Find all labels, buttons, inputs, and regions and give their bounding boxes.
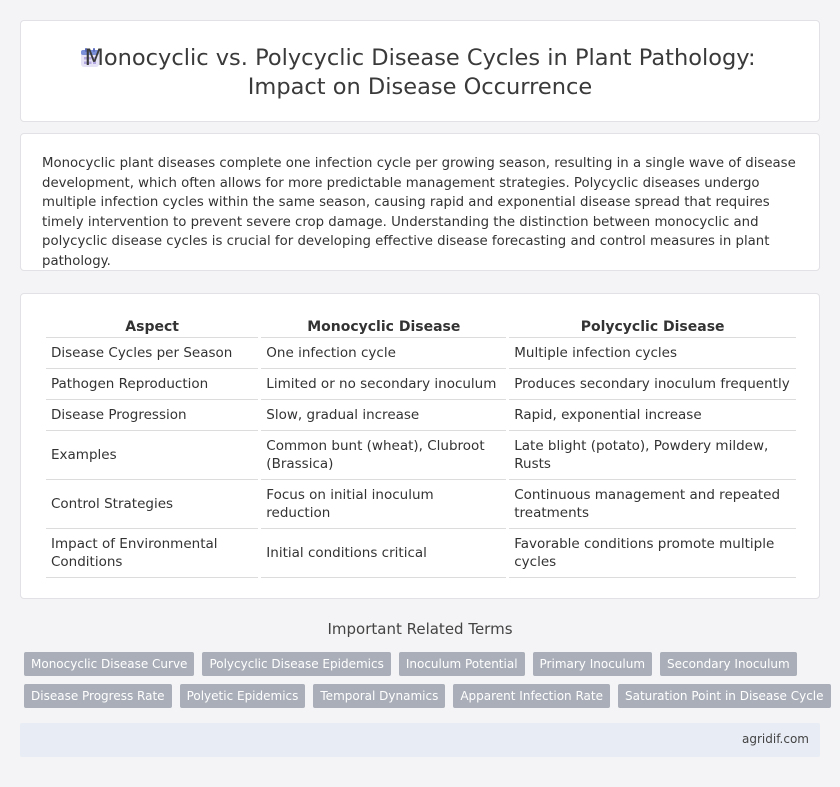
tag-temporal-dynamics[interactable]: Temporal Dynamics [313,684,445,708]
header-aspect: Aspect [46,314,258,338]
table-cell-monocyclic: Focus on initial inoculum reduction [261,480,506,529]
page-title-line-1: Monocyclic vs. Polycyclic Disease Cycles in Plant Pathology: [84,45,756,71]
related-terms-title: Important Related Terms [327,620,513,638]
tag-secondary-inoculum[interactable]: Secondary Inoculum [660,652,797,676]
table-cell-monocyclic: One infection cycle [261,338,506,369]
tag-inoculum-potential[interactable]: Inoculum Potential [399,652,525,676]
page-title [21,44,819,102]
intro-card [20,133,820,271]
tag-monocyclic-disease-curve[interactable]: Monocyclic Disease Curve [24,652,194,676]
tag-apparent-infection-rate[interactable]: Apparent Infection Rate [453,684,610,708]
table-header-row [46,314,796,338]
table-cell-aspect: Examples [46,431,258,480]
footer-site-link[interactable]: agridif.com [742,732,809,746]
table-row [46,400,796,431]
table-cell-aspect: Disease Progression [46,400,258,431]
table-row [46,369,796,400]
page-title-line-2: Impact on Disease Occurrence [247,74,593,100]
table-cell-aspect: Disease Cycles per Season [46,338,258,369]
table-cell-polycyclic: Late blight (potato), Powdery mildew, Rusts [509,431,796,480]
header-polycyclic: Polycyclic Disease [509,314,796,338]
table-cell-monocyclic: Initial conditions critical [261,529,506,578]
tag-saturation-point[interactable]: Saturation Point in Disease Cycle [618,684,831,708]
table-cell-aspect: Control Strategies [46,480,258,529]
table-cell-monocyclic: Common bunt (wheat), Clubroot (Brassica) [261,431,506,480]
tag-primary-inoculum[interactable]: Primary Inoculum [533,652,653,676]
header-card [20,20,820,122]
tag-polyetic-epidemics[interactable]: Polyetic Epidemics [180,684,306,708]
table-cell-monocyclic: Slow, gradual increase [261,400,506,431]
table-row [46,529,796,578]
table-row [46,338,796,369]
table-cell-aspect: Impact of Environmental Conditions [46,529,258,578]
footer [20,723,820,757]
table-cell-monocyclic: Limited or no secondary inoculum [261,369,506,400]
table-cell-polycyclic: Produces secondary inoculum frequently [509,369,796,400]
tag-disease-progress-rate[interactable]: Disease Progress Rate [24,684,172,708]
tag-row [24,652,824,676]
related-terms-tags [24,652,824,716]
table-cell-polycyclic: Favorable conditions promote multiple cycles [509,529,796,578]
tag-row [24,684,824,708]
intro-paragraph: Monocyclic plant diseases complete one infection cycle per growing season, resulting in a single wave of disease development, which often allows for more predictable management strategies. Polycyclic diseases undergo multiple infection cycles within the same season, causing rapid and exponential disease spread that requires timely intervention to prevent severe crop damage. Understanding the distinction between monocyclic and polycyclic disease cycles is crucial for developing effective disease forecasting and control measures in plant pathology. [42,156,796,269]
table-row [46,480,796,529]
header-monocyclic: Monocyclic Disease [261,314,506,338]
comparison-table [43,314,799,578]
table-cell-aspect: Pathogen Reproduction [46,369,258,400]
table-cell-polycyclic: Continuous management and repeated treatments [509,480,796,529]
table-row [46,431,796,480]
table-cell-polycyclic: Rapid, exponential increase [509,400,796,431]
tag-polycyclic-disease-epidemics[interactable]: Polycyclic Disease Epidemics [202,652,390,676]
comparison-table-card [20,293,820,599]
table-cell-polycyclic: Multiple infection cycles [509,338,796,369]
